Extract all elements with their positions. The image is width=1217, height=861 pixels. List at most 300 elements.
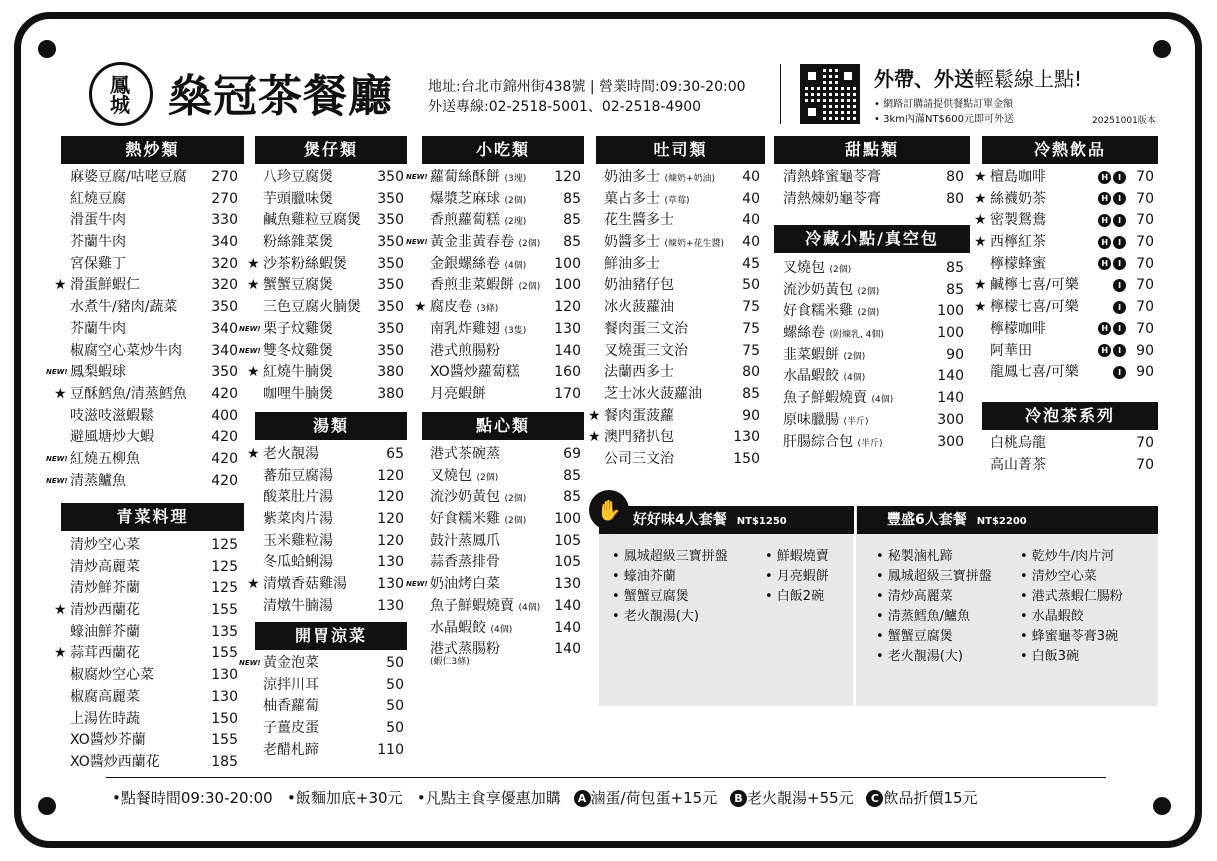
item-name bbox=[263, 531, 333, 553]
menu-item bbox=[783, 432, 964, 454]
restaurant-name: 燊冠茶餐廳 bbox=[168, 71, 393, 122]
circle-c-icon: C bbox=[866, 790, 883, 807]
item-name-text: 八珍豆腐煲 bbox=[263, 169, 333, 185]
item-name bbox=[70, 254, 126, 276]
menu-list bbox=[783, 167, 964, 210]
item-name-text: 清熱煉奶龜苓膏 bbox=[783, 190, 881, 207]
item-name-text: 韭菜蝦餅 bbox=[783, 346, 839, 363]
item-note: (2個) bbox=[857, 286, 880, 297]
price-value: 125 bbox=[211, 580, 238, 597]
menu-item bbox=[70, 752, 238, 774]
item-name bbox=[70, 643, 140, 665]
item-note: (半斤) bbox=[843, 416, 869, 427]
item-name-text: 三色豆腐火腩煲 bbox=[263, 299, 361, 316]
item-price bbox=[211, 687, 238, 709]
item-note: (半斤) bbox=[857, 438, 883, 449]
star-icon: ★ bbox=[247, 277, 260, 294]
menu-item bbox=[70, 254, 238, 276]
item-name bbox=[263, 466, 333, 488]
item-name-text: 奶醬多士 bbox=[604, 234, 660, 251]
price-value: 400 bbox=[211, 407, 238, 424]
item-price bbox=[1096, 167, 1154, 189]
item-name bbox=[604, 427, 674, 449]
item-price bbox=[377, 275, 404, 297]
price-value: 50 bbox=[386, 655, 404, 671]
price-value: 75 bbox=[742, 299, 760, 316]
price-value: 140 bbox=[937, 368, 964, 385]
item-name-text: 清燉香菇雞湯 bbox=[263, 576, 347, 593]
price-value: 130 bbox=[554, 576, 581, 593]
set-price: NT$1250 bbox=[736, 516, 787, 527]
menu-item bbox=[974, 210, 1154, 232]
item-name bbox=[430, 487, 526, 511]
set-item: • 老火靚湯(大) bbox=[876, 649, 963, 664]
price-value: 70 bbox=[1136, 435, 1154, 451]
price-value: 120 bbox=[377, 489, 404, 506]
menu-item bbox=[46, 449, 238, 471]
item-name-text: 芥蘭牛肉 bbox=[70, 320, 126, 337]
set-four-header bbox=[599, 506, 854, 534]
iced-icon: I bbox=[1113, 257, 1126, 270]
item-note: (2個) bbox=[518, 282, 541, 293]
item-name bbox=[263, 487, 333, 509]
menu-item bbox=[70, 341, 238, 363]
menu-item bbox=[263, 509, 404, 531]
star-icon: ★ bbox=[588, 429, 601, 446]
menu-item bbox=[588, 427, 760, 449]
item-name bbox=[430, 254, 526, 278]
item-price bbox=[211, 275, 238, 297]
star-icon: ★ bbox=[588, 407, 601, 424]
price-value: 140 bbox=[554, 342, 581, 359]
price-value: 350 bbox=[377, 277, 404, 294]
hot-icon: H bbox=[1098, 214, 1111, 227]
menu-item bbox=[974, 275, 1154, 297]
menu-item bbox=[46, 362, 238, 384]
menu-item bbox=[430, 189, 581, 211]
seal-char: 城 bbox=[110, 93, 132, 117]
item-name-text: 法蘭西多士 bbox=[604, 364, 674, 381]
price-value: 130 bbox=[377, 597, 404, 614]
item-name-text: 奶油多士 bbox=[604, 169, 660, 185]
item-price bbox=[554, 297, 581, 319]
price-value: 150 bbox=[211, 710, 238, 727]
star-icon: ★ bbox=[247, 255, 260, 272]
price-value: 45 bbox=[742, 255, 760, 272]
item-name-text: 椒腐高麗菜 bbox=[70, 688, 140, 705]
menu-item bbox=[247, 254, 404, 276]
price-value: 320 bbox=[211, 277, 238, 294]
price-value: 69 bbox=[563, 446, 581, 462]
item-name-text: 冬瓜蛤蜊湯 bbox=[263, 554, 333, 571]
temp-badges bbox=[1111, 364, 1126, 380]
section-title-frozen: 冷藏小點/真空包 bbox=[774, 225, 970, 253]
price-value: 350 bbox=[211, 364, 238, 381]
item-name-text: 蒜香蒸排骨 bbox=[430, 554, 500, 571]
price-value: 350 bbox=[377, 299, 404, 316]
new-badge: NEW! bbox=[46, 454, 68, 463]
item-name-text: 肝腸綜合包 bbox=[783, 433, 853, 450]
item-name-text: 流沙奶黃包 bbox=[783, 281, 853, 298]
item-name bbox=[70, 319, 126, 341]
menu-item bbox=[604, 275, 760, 297]
item-name bbox=[263, 574, 347, 596]
price-value: 85 bbox=[742, 385, 760, 402]
item-price bbox=[377, 297, 404, 319]
item-name bbox=[70, 341, 182, 363]
item-name bbox=[430, 232, 540, 256]
set-item: • 白飯2碗 bbox=[765, 589, 825, 604]
price-value: 120 bbox=[554, 169, 581, 185]
item-price bbox=[211, 665, 238, 687]
price-value: 90 bbox=[946, 346, 964, 363]
price-value: 130 bbox=[733, 429, 760, 446]
menu-list bbox=[239, 653, 404, 761]
item-note: (2個) bbox=[504, 516, 527, 527]
menu-item bbox=[70, 406, 238, 428]
menu-item bbox=[263, 297, 404, 319]
menu-item bbox=[974, 232, 1154, 254]
item-price bbox=[211, 319, 238, 341]
item-price bbox=[946, 280, 964, 302]
menu-item bbox=[783, 345, 964, 367]
price-value: 105 bbox=[554, 532, 581, 549]
menu-item bbox=[430, 341, 581, 363]
menu-item bbox=[604, 449, 760, 471]
temp-badges bbox=[1096, 321, 1126, 337]
menu-item bbox=[70, 210, 238, 232]
star-icon: ★ bbox=[974, 299, 987, 316]
item-price bbox=[554, 618, 581, 640]
menu-item bbox=[604, 297, 760, 319]
item-name-text: 清燉牛腩湯 bbox=[263, 597, 333, 614]
item-name-text: 吱滋吱滋蝦鬆 bbox=[70, 407, 154, 424]
item-name bbox=[430, 167, 526, 191]
item-name bbox=[263, 675, 319, 697]
item-name bbox=[70, 687, 140, 709]
circle-a-icon: A bbox=[574, 790, 591, 807]
price-value: 120 bbox=[377, 511, 404, 528]
menu-item bbox=[239, 653, 404, 675]
item-name bbox=[70, 297, 177, 319]
section-title-dimsum: 點心類 bbox=[422, 412, 584, 440]
item-name bbox=[70, 730, 146, 752]
item-name bbox=[990, 297, 1079, 319]
item-price bbox=[211, 341, 238, 363]
headline-bold: 外帶、外送 bbox=[874, 67, 974, 91]
item-name bbox=[604, 449, 674, 471]
price-value: 150 bbox=[733, 450, 760, 467]
new-badge: NEW! bbox=[406, 238, 428, 247]
temp-badges bbox=[1111, 299, 1126, 315]
set-item: • 鳳城超級三寶拼盤 bbox=[612, 549, 728, 564]
set-price: NT$2200 bbox=[976, 516, 1027, 527]
price-value: 80 bbox=[946, 169, 964, 185]
set-four-list-left bbox=[612, 547, 728, 627]
item-name-text: 奶油烤白菜 bbox=[430, 576, 500, 593]
menu-item bbox=[430, 384, 581, 406]
new-badge: NEW! bbox=[46, 368, 68, 377]
item-price bbox=[554, 254, 581, 276]
iced-icon: I bbox=[1113, 322, 1126, 335]
item-price bbox=[1096, 341, 1154, 363]
item-name-text: 南乳炸雞翅 bbox=[430, 320, 500, 337]
item-note: (4個) bbox=[518, 602, 541, 613]
item-name bbox=[263, 254, 347, 276]
menu-item bbox=[430, 444, 581, 466]
item-name bbox=[990, 319, 1046, 341]
item-note: (2個) bbox=[504, 494, 527, 505]
price-value: 110 bbox=[377, 741, 404, 758]
item-price bbox=[554, 319, 581, 341]
item-name-text: 酸菜肚片湯 bbox=[263, 489, 333, 506]
item-name bbox=[783, 410, 868, 434]
set-item: • 秘製滷札蹄 bbox=[876, 549, 953, 564]
price-value: 70 bbox=[1136, 456, 1154, 473]
item-name-text: 港式蒸腸粉 bbox=[430, 641, 500, 658]
item-note: (4個) bbox=[490, 624, 513, 635]
item-name bbox=[604, 189, 689, 213]
menu-item bbox=[783, 301, 964, 323]
item-name bbox=[604, 232, 724, 256]
item-note: (草莓) bbox=[664, 195, 690, 206]
item-name-text: 爆漿芝麻球 bbox=[430, 190, 500, 207]
menu-item bbox=[974, 297, 1154, 319]
item-name-text: 蕃茄豆腐湯 bbox=[263, 467, 333, 484]
item-sub-note: (蝦仁3條) bbox=[430, 656, 470, 667]
item-price bbox=[554, 531, 581, 553]
item-name bbox=[263, 275, 333, 297]
item-name bbox=[783, 258, 851, 282]
menu-item bbox=[263, 696, 404, 718]
temp-badges bbox=[1096, 234, 1126, 250]
item-name-text: 絲襪奶茶 bbox=[990, 190, 1046, 207]
price-value: 125 bbox=[211, 537, 238, 553]
menu-item bbox=[588, 406, 760, 428]
hot-icon: H bbox=[1098, 257, 1111, 270]
item-name bbox=[70, 535, 140, 557]
menu-item bbox=[604, 384, 760, 406]
item-name bbox=[70, 665, 154, 687]
item-price bbox=[377, 341, 404, 363]
item-name bbox=[783, 167, 881, 189]
item-name bbox=[430, 362, 520, 384]
item-name bbox=[263, 509, 333, 531]
menu-item bbox=[430, 552, 581, 574]
item-name bbox=[430, 189, 526, 213]
divider bbox=[853, 506, 856, 706]
item-name bbox=[263, 189, 333, 211]
iced-icon: I bbox=[1113, 192, 1126, 205]
menu-item bbox=[430, 466, 581, 488]
menu-item bbox=[247, 444, 404, 466]
menu-item bbox=[70, 578, 238, 600]
menu-item bbox=[239, 319, 404, 341]
item-price bbox=[937, 366, 964, 388]
price-value: 120 bbox=[377, 467, 404, 484]
item-name-text: 叉燒包 bbox=[430, 467, 472, 484]
menu-list bbox=[239, 167, 404, 406]
price-value: 270 bbox=[211, 169, 238, 185]
note-line: • 3km內滿NT$600元即可外送 bbox=[874, 114, 1015, 125]
menu-item bbox=[263, 384, 404, 406]
iced-icon: I bbox=[1113, 344, 1126, 357]
item-name bbox=[263, 341, 333, 363]
item-name bbox=[70, 752, 160, 774]
item-price bbox=[554, 596, 581, 618]
price-value: 125 bbox=[211, 558, 238, 575]
menu-item bbox=[70, 709, 238, 731]
item-name bbox=[263, 718, 319, 740]
item-name bbox=[430, 596, 540, 620]
section-title-dessert: 甜點類 bbox=[774, 136, 970, 164]
item-price bbox=[211, 709, 238, 731]
item-price bbox=[554, 167, 581, 189]
item-name bbox=[430, 275, 540, 299]
price-value: 90 bbox=[1136, 342, 1154, 359]
menu-item bbox=[46, 471, 238, 493]
qr-code-icon[interactable] bbox=[800, 64, 860, 124]
price-value: 40 bbox=[742, 190, 760, 207]
item-name bbox=[783, 280, 879, 304]
item-name-text: 螺絲卷 bbox=[783, 325, 825, 342]
item-name-text: 叉燒蛋三文治 bbox=[604, 342, 688, 359]
star-icon: ★ bbox=[974, 169, 987, 185]
item-price bbox=[742, 232, 760, 254]
corner-hole bbox=[1153, 40, 1171, 58]
item-name-text: 栗子炆雞煲 bbox=[263, 320, 333, 337]
thumbs-up-icon: ✋ bbox=[589, 490, 629, 530]
menu-item bbox=[783, 410, 964, 432]
menu-item bbox=[70, 687, 238, 709]
section-title-veg: 青菜料理 bbox=[61, 503, 244, 531]
item-name-text: XO醬炒蘿蔔糕 bbox=[430, 364, 520, 381]
price-value: 85 bbox=[946, 281, 964, 298]
price-value: 420 bbox=[211, 472, 238, 489]
item-name-text: 月亮蝦餅 bbox=[430, 385, 486, 402]
item-price bbox=[377, 254, 404, 276]
item-name bbox=[430, 466, 498, 490]
item-price bbox=[211, 752, 238, 774]
item-name-text: 雙冬炆雞煲 bbox=[263, 342, 333, 359]
item-price bbox=[554, 574, 581, 596]
set-six-list-right bbox=[1020, 547, 1123, 667]
item-price bbox=[211, 449, 238, 471]
item-name-text: 魚子鮮蝦燒賣 bbox=[783, 390, 867, 407]
item-name bbox=[604, 341, 688, 363]
item-name bbox=[604, 297, 674, 319]
item-name-text: 腐皮卷 bbox=[430, 299, 472, 316]
item-name-text: 西檸紅茶 bbox=[990, 234, 1046, 251]
price-value: 70 bbox=[1136, 255, 1154, 272]
menu-item bbox=[70, 622, 238, 644]
item-price bbox=[554, 509, 581, 531]
section-title-stir: 熱炒類 bbox=[61, 136, 244, 164]
item-price bbox=[1096, 232, 1154, 254]
item-price bbox=[742, 167, 760, 189]
star-icon: ★ bbox=[974, 212, 987, 229]
new-badge: NEW! bbox=[406, 580, 428, 589]
item-price bbox=[386, 444, 404, 466]
menu-item bbox=[783, 280, 964, 302]
item-price bbox=[377, 210, 404, 232]
set-item: • 蟹蟹豆腐煲 bbox=[876, 629, 953, 644]
item-name-text: 密製鴛鴦 bbox=[990, 212, 1046, 229]
item-name-text: XO醬炒芥蘭 bbox=[70, 732, 146, 749]
item-name bbox=[263, 384, 333, 406]
price-value: 270 bbox=[211, 190, 238, 207]
item-price bbox=[1111, 297, 1154, 319]
item-price bbox=[563, 232, 581, 254]
menu-item bbox=[783, 167, 964, 189]
item-name bbox=[70, 362, 126, 384]
menu-item bbox=[990, 433, 1154, 455]
item-price bbox=[211, 189, 238, 211]
item-name-text: 金銀螺絲卷 bbox=[430, 255, 500, 272]
menu-item bbox=[430, 639, 581, 667]
delivery-notes bbox=[874, 97, 1014, 127]
item-price bbox=[563, 487, 581, 509]
item-name-text: 水晶蝦餃 bbox=[430, 619, 486, 636]
item-name bbox=[263, 696, 319, 718]
corner-hole bbox=[38, 797, 56, 815]
item-name-text: 清炒鮮芥蘭 bbox=[70, 580, 140, 597]
item-price bbox=[386, 718, 404, 740]
item-price bbox=[377, 319, 404, 341]
menu-item bbox=[263, 596, 404, 618]
item-price bbox=[937, 432, 964, 454]
menu-item bbox=[70, 665, 238, 687]
item-name-text: 咖哩牛腩煲 bbox=[263, 385, 333, 402]
set-six-list-left bbox=[876, 547, 992, 667]
hot-icon: H bbox=[1098, 192, 1111, 205]
set-item: • 老火靚湯(大) bbox=[612, 609, 699, 624]
item-name bbox=[70, 622, 140, 644]
price-value: 350 bbox=[377, 342, 404, 359]
corner-hole bbox=[38, 40, 56, 58]
item-name-text: 麻婆豆腐/咕咾豆腐 bbox=[70, 169, 187, 185]
item-name bbox=[263, 653, 319, 675]
item-name-text: 好食糯米雞 bbox=[783, 303, 853, 320]
item-name-text: 沙茶粉絲蝦煲 bbox=[263, 255, 347, 272]
item-name-text: 清炒高麗菜 bbox=[70, 558, 140, 575]
item-price bbox=[563, 466, 581, 488]
star-icon: ★ bbox=[974, 234, 987, 251]
price-value: 120 bbox=[377, 532, 404, 549]
price-value: 80 bbox=[946, 190, 964, 207]
item-name-text: 香煎韭菜蝦餅 bbox=[430, 277, 514, 294]
section-title-pot: 煲仔類 bbox=[255, 136, 407, 164]
item-name-text: 檸檬咖啡 bbox=[990, 320, 1046, 337]
temp-badges bbox=[1111, 277, 1126, 293]
menu-list bbox=[54, 535, 238, 774]
version-label: 20251001版本 bbox=[1092, 116, 1156, 126]
item-name bbox=[70, 600, 140, 622]
item-name-text: 鹹魚雞粒豆腐煲 bbox=[263, 212, 361, 229]
star-icon: ★ bbox=[54, 277, 67, 294]
menu-item bbox=[406, 232, 581, 254]
item-price bbox=[937, 410, 964, 432]
item-name bbox=[430, 574, 500, 596]
item-price bbox=[377, 531, 404, 553]
set-title: 豐盛6人套餐 bbox=[887, 512, 967, 528]
menu-item bbox=[974, 189, 1154, 211]
item-name-text: 黃金泡菜 bbox=[263, 655, 319, 671]
item-name-text: 蠔油鮮芥蘭 bbox=[70, 623, 140, 640]
item-price bbox=[554, 552, 581, 574]
menu-item bbox=[54, 275, 238, 297]
item-note: (4個) bbox=[871, 395, 894, 406]
